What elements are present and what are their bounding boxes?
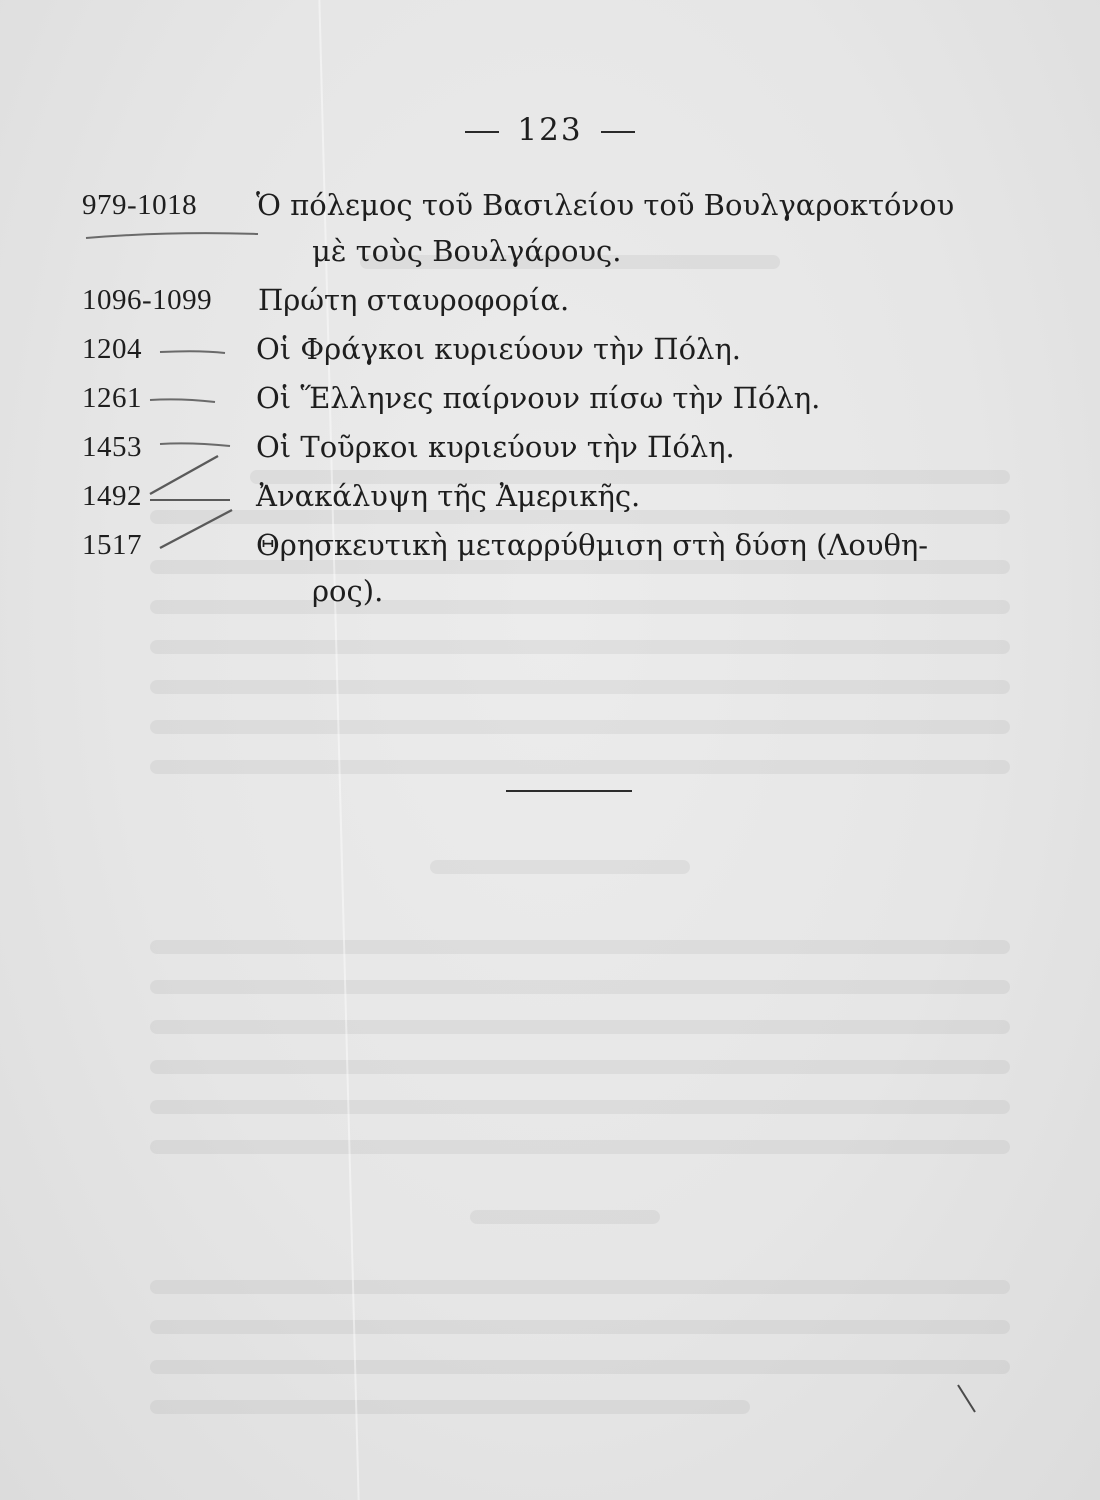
page-number-dash-left	[465, 131, 499, 133]
chronology-list	[82, 182, 1022, 617]
chronology-entry	[82, 375, 1022, 421]
entry-event	[256, 473, 1022, 519]
page-number-dash-right	[601, 131, 635, 133]
page-number	[0, 112, 1100, 148]
chronology-entry	[82, 424, 1022, 470]
page-number-value: 123	[517, 112, 583, 148]
entry-year: 1204	[82, 333, 142, 365]
entry-event-text: Ἀνακάλυψη τῆς Ἀμερικῆς.	[256, 479, 641, 513]
entry-event-text: Οἱ Φράγκοι κυριεύουν τὴν Πόλη.	[256, 332, 742, 366]
entry-year: 1096-1099	[82, 284, 213, 316]
entry-year: 1492	[82, 480, 142, 512]
entry-event	[256, 424, 1022, 470]
entry-year: 1517	[82, 529, 142, 561]
entry-event-text: Οἱ Ἕλληνες παίρνουν πίσω τὴν Πόλη.	[256, 381, 821, 415]
pencil-stroke	[958, 1385, 975, 1412]
chronology-entry	[82, 182, 1022, 274]
entry-year: 1453	[82, 431, 142, 463]
entry-event	[258, 277, 1022, 323]
entry-event-text: Θρησκευτικὴ μεταρρύθμιση στὴ δύση (Λουθη-	[256, 528, 929, 562]
chronology-entry	[82, 522, 1022, 614]
chronology-entry	[82, 473, 1022, 519]
entry-event	[256, 522, 1022, 614]
entry-event	[256, 182, 1022, 274]
chronology-entry	[82, 326, 1022, 372]
entry-event-text: Οἱ Τοῦρκοι κυριεύουν τὴν Πόλη.	[256, 430, 735, 464]
entry-event-continuation: μὲ τοὺς Βουλγάρους.	[312, 234, 622, 268]
entry-year: 979-1018	[82, 189, 198, 221]
entry-event	[256, 326, 1022, 372]
entry-event-text: Πρώτη σταυροφορία.	[258, 283, 570, 317]
chronology-entry	[82, 277, 1022, 323]
entry-event-continuation: ρος).	[312, 574, 384, 608]
entry-year: 1261	[82, 382, 142, 414]
entry-event-text: Ὁ πόλεμος τοῦ Βασιλείου τοῦ Βουλγαροκτόνου	[256, 188, 955, 222]
entry-event	[256, 375, 1022, 421]
section-divider-rule	[506, 790, 632, 792]
